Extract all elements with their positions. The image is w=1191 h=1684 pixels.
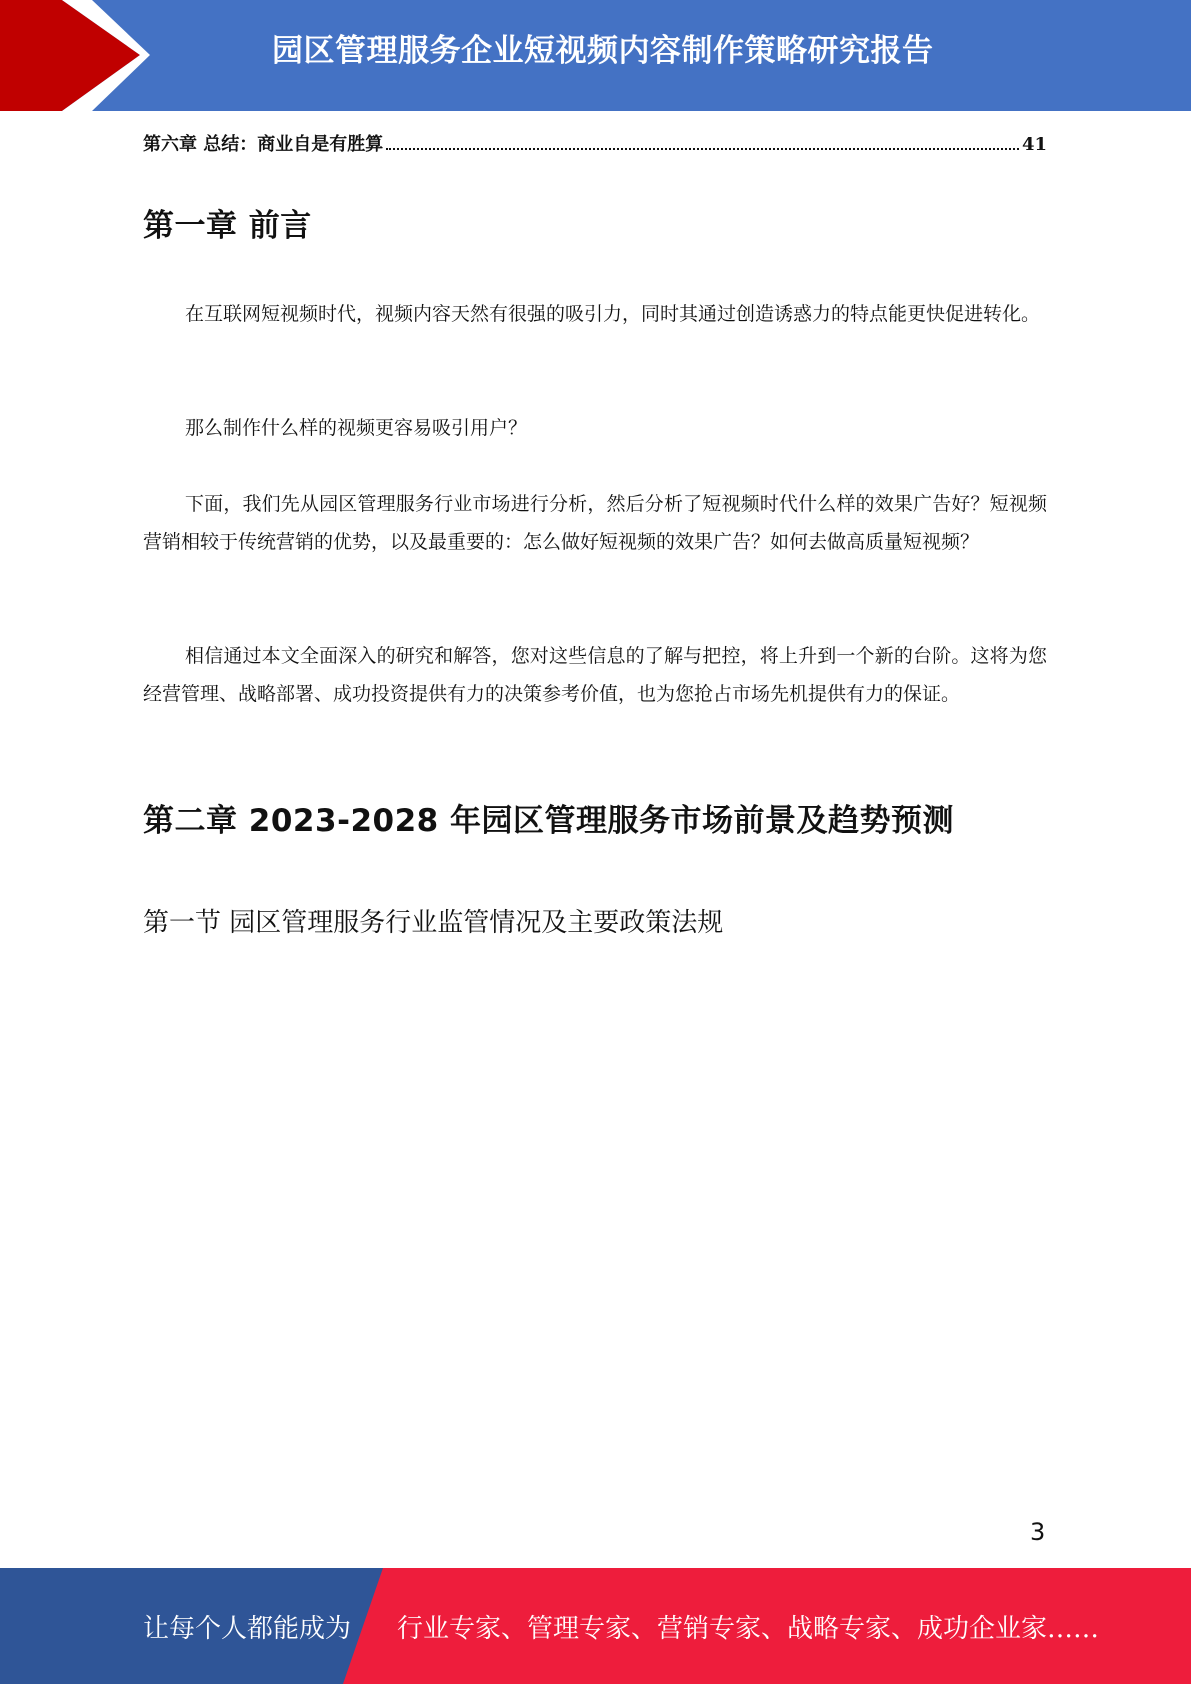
- footer-slogan-right: 行业专家、管理专家、营销专家、战略专家、成功企业家……: [397, 1614, 1100, 1644]
- footer-banner: [0, 1568, 1191, 1684]
- chapter-2-heading: 第二章 2023-2028 年园区管理服务市场前景及趋势预测: [143, 803, 955, 839]
- toc-entry-page: 41: [1021, 134, 1047, 155]
- paragraph-4: 相信通过本文全面深入的研究和解答，您对这些信息的了解与把控，将上升到一个新的台阶。这将为您经营管理、战略部署、成功投资提供有力的决策参考价值，也为您抢占市场先机提供有力的保证。: [143, 645, 1047, 705]
- toc-leader-dots: [386, 148, 1019, 150]
- paragraph-3: 下面，我们先从园区管理服务行业市场进行分析，然后分析了短视频时代什么样的效果广告好？短视频营销相较于传统营销的优势，以及最重要的：怎么做好短视频的效果广告？如何去做高质量短视频？: [143, 493, 1047, 553]
- page-number: 3: [1030, 1518, 1046, 1546]
- report-title: 园区管理服务企业短视频内容制作策略研究报告: [272, 33, 934, 69]
- header-banner: [0, 0, 1191, 111]
- toc-entry-label: 第六章 总结：商业自是有胜算: [143, 134, 384, 155]
- section-1-heading: 第一节 园区管理服务行业监管情况及主要政策法规: [143, 908, 724, 938]
- toc-entry[interactable]: [143, 130, 1047, 158]
- paragraph-1: 在互联网短视频时代，视频内容天然有很强的吸引力，同时其通过创造诱惑力的特点能更快促进转化。: [185, 303, 1041, 325]
- chapter-1-heading: 第一章 前言: [143, 208, 312, 244]
- footer-slogan-left: 让每个人都能成为: [143, 1614, 352, 1644]
- paragraph-2: 那么制作什么样的视频更容易吸引用户？: [185, 417, 528, 439]
